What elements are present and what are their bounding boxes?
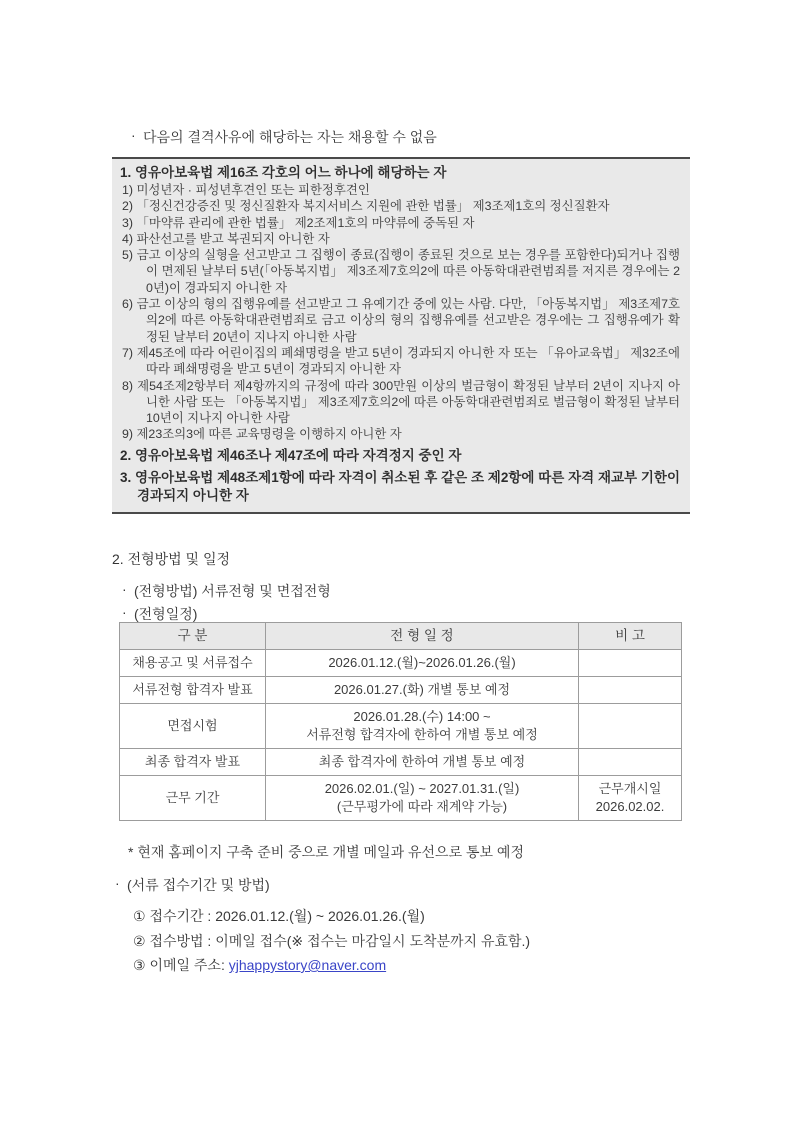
table-footnote: * 현재 홈페이지 구축 준비 중으로 개별 메일과 유선으로 통보 예정 xyxy=(128,844,524,860)
cell-note xyxy=(579,677,682,704)
schedule-line: (근무평가에 따라 재계약 가능) xyxy=(336,799,508,814)
application-section xyxy=(115,875,530,978)
box-item: 6) 금고 이상의 형의 집행유예를 선고받고 그 유예기간 중에 있는 사람. 다만, 「아동복지법」 제3조제7호의2에 따른 아동학대관련범죄로 금고 이상의 형의 집행유예를 선고받은 경우에는 그 집행유예가 확정된 날부터 20년이 지나지 아니한 사람 xyxy=(122,297,680,344)
box-item: 8) 제54조제2항부터 제4항까지의 규정에 따라 300만원 이상의 벌금형이 확정된 날부터 2년이 지나지 아니한 사람 또는 「아동복지법」 제3조제7호의2에 따른 아동학대관련범죄로 벌금형이 확정된 날부터 10년이 지나지 아니한 사람 xyxy=(122,378,680,426)
email-label: ③ 이메일 주소: xyxy=(133,957,229,973)
application-bullet-text: (서류 접수기간 및 방법) xyxy=(127,877,270,893)
disqualification-box xyxy=(112,157,690,514)
box-item: 5) 금고 이상의 실형을 선고받고 그 집행이 종료(집행이 종료된 것으로 보는 경우를 포함한다)되거나 집행이 면제된 날부터 5년(「아동복지법」 제3조제7호의2에 따른 아동학대관련범죄를 저지른 경우에는 20년)이 경과되지 아니한 자 xyxy=(122,248,680,295)
table-header-row xyxy=(120,623,682,650)
box-section-title: 2. 영유아보육법 제46조나 제47조에 따라 자격정지 중인 자 xyxy=(120,447,462,463)
application-bullet-line xyxy=(115,875,530,895)
cell-note xyxy=(579,776,682,821)
cell-category: 근무 기간 xyxy=(120,776,266,821)
cell-note xyxy=(579,704,682,749)
col-header-schedule: 전 형 일 정 xyxy=(266,623,579,650)
cell-schedule xyxy=(266,677,579,704)
box-item: 9) 제23조의3에 따른 교육명령을 이행하지 아니한 자 xyxy=(122,427,402,442)
intro-bullet-line xyxy=(131,127,437,147)
cell-schedule xyxy=(266,704,579,749)
schedule-line: 2026.01.27.(화) 개별 통보 예정 xyxy=(333,682,511,697)
selection-schedule-text: (전형일정) xyxy=(134,606,198,622)
table-row xyxy=(120,677,682,704)
box-item: 4) 파산선고를 받고 복권되지 아니한 자 xyxy=(122,231,330,246)
schedule-table xyxy=(119,622,682,821)
application-method: ② 접수방법 : 이메일 접수(※ 접수는 마감일시 도착분까지 유효함.) xyxy=(133,932,531,949)
application-items xyxy=(133,904,530,978)
table-row xyxy=(120,704,682,749)
box-item: 7) 제45조에 따라 어린이집의 폐쇄명령을 받고 5년이 경과되지 아니한 자 또는 「유아교육법」 제32조에 따라 폐쇄명령을 받고 5년이 경과되지 아니한 자 xyxy=(122,345,680,377)
selection-method-text: (전형방법) 서류전형 및 면접전형 xyxy=(134,583,331,599)
box-section-title: 3. 영유아보육법 제48조제1항에 따라 자격이 취소된 후 같은 조 제2항에 따른 자격 재교부 기한이 경과되지 아니한 자 xyxy=(120,469,680,503)
intro-bullet-text: 다음의 결격사유에 해당하는 자는 채용할 수 없음 xyxy=(143,129,437,145)
application-period: ① 접수기간 : 2026.01.12.(월) ~ 2026.01.26.(월) xyxy=(133,908,425,924)
col-header-category: 구 분 xyxy=(120,623,266,650)
col-header-note: 비 고 xyxy=(579,623,682,650)
table-row xyxy=(120,650,682,677)
table-row xyxy=(120,749,682,776)
section2-heading: 2. 전형방법 및 일정 xyxy=(112,551,231,567)
cell-schedule xyxy=(266,650,579,677)
cell-category: 서류전형 합격자 발표 xyxy=(120,677,266,704)
note-line: 2026.02.02. xyxy=(595,799,665,814)
box-item: 3) 「마약류 관리에 관한 법률」 제2조제1호의 마약류에 중독된 자 xyxy=(122,215,475,230)
cell-category: 채용공고 및 서류접수 xyxy=(120,650,266,677)
schedule-table-body xyxy=(120,650,682,821)
application-email-line xyxy=(133,953,530,978)
cell-category: 최종 합격자 발표 xyxy=(120,749,266,776)
schedule-line: 최종 합격자에 한하여 개별 통보 예정 xyxy=(318,754,526,769)
bullet-icon: · xyxy=(122,604,127,620)
cell-note xyxy=(579,749,682,776)
schedule-line: 2026.01.28.(수) 14:00 ~ xyxy=(353,709,491,724)
box-item: 1) 미성년자 · 피성년후견인 또는 피한정후견인 xyxy=(122,183,370,197)
cell-schedule xyxy=(266,776,579,821)
email-link[interactable]: yjhappystory@naver.com xyxy=(228,957,387,973)
cell-category: 면접시험 xyxy=(120,704,266,749)
note-line: 근무개시일 xyxy=(598,781,662,796)
box-section-title: 1. 영유아보육법 제16조 각호의 어느 하나에 해당하는 자 xyxy=(120,165,447,180)
schedule-line: 서류전형 합격자에 한하여 개별 통보 예정 xyxy=(306,727,538,742)
schedule-line: 2026.01.12.(월)~2026.01.26.(월) xyxy=(328,655,516,670)
schedule-line: 2026.02.01.(일) ~ 2027.01.31.(일) xyxy=(324,781,520,796)
cell-note xyxy=(579,650,682,677)
bullet-icon: · xyxy=(131,127,136,143)
bullet-icon: · xyxy=(122,581,127,597)
bullet-icon: · xyxy=(115,875,120,891)
box-item: 2) 「정신건강증진 및 정신질환자 복지서비스 지원에 관한 법률」 제3조제1호의 정신질환자 xyxy=(122,199,610,214)
cell-schedule xyxy=(266,749,579,776)
selection-schedule-bullet xyxy=(122,604,197,624)
table-row xyxy=(120,776,682,821)
selection-method-bullet xyxy=(122,581,331,601)
